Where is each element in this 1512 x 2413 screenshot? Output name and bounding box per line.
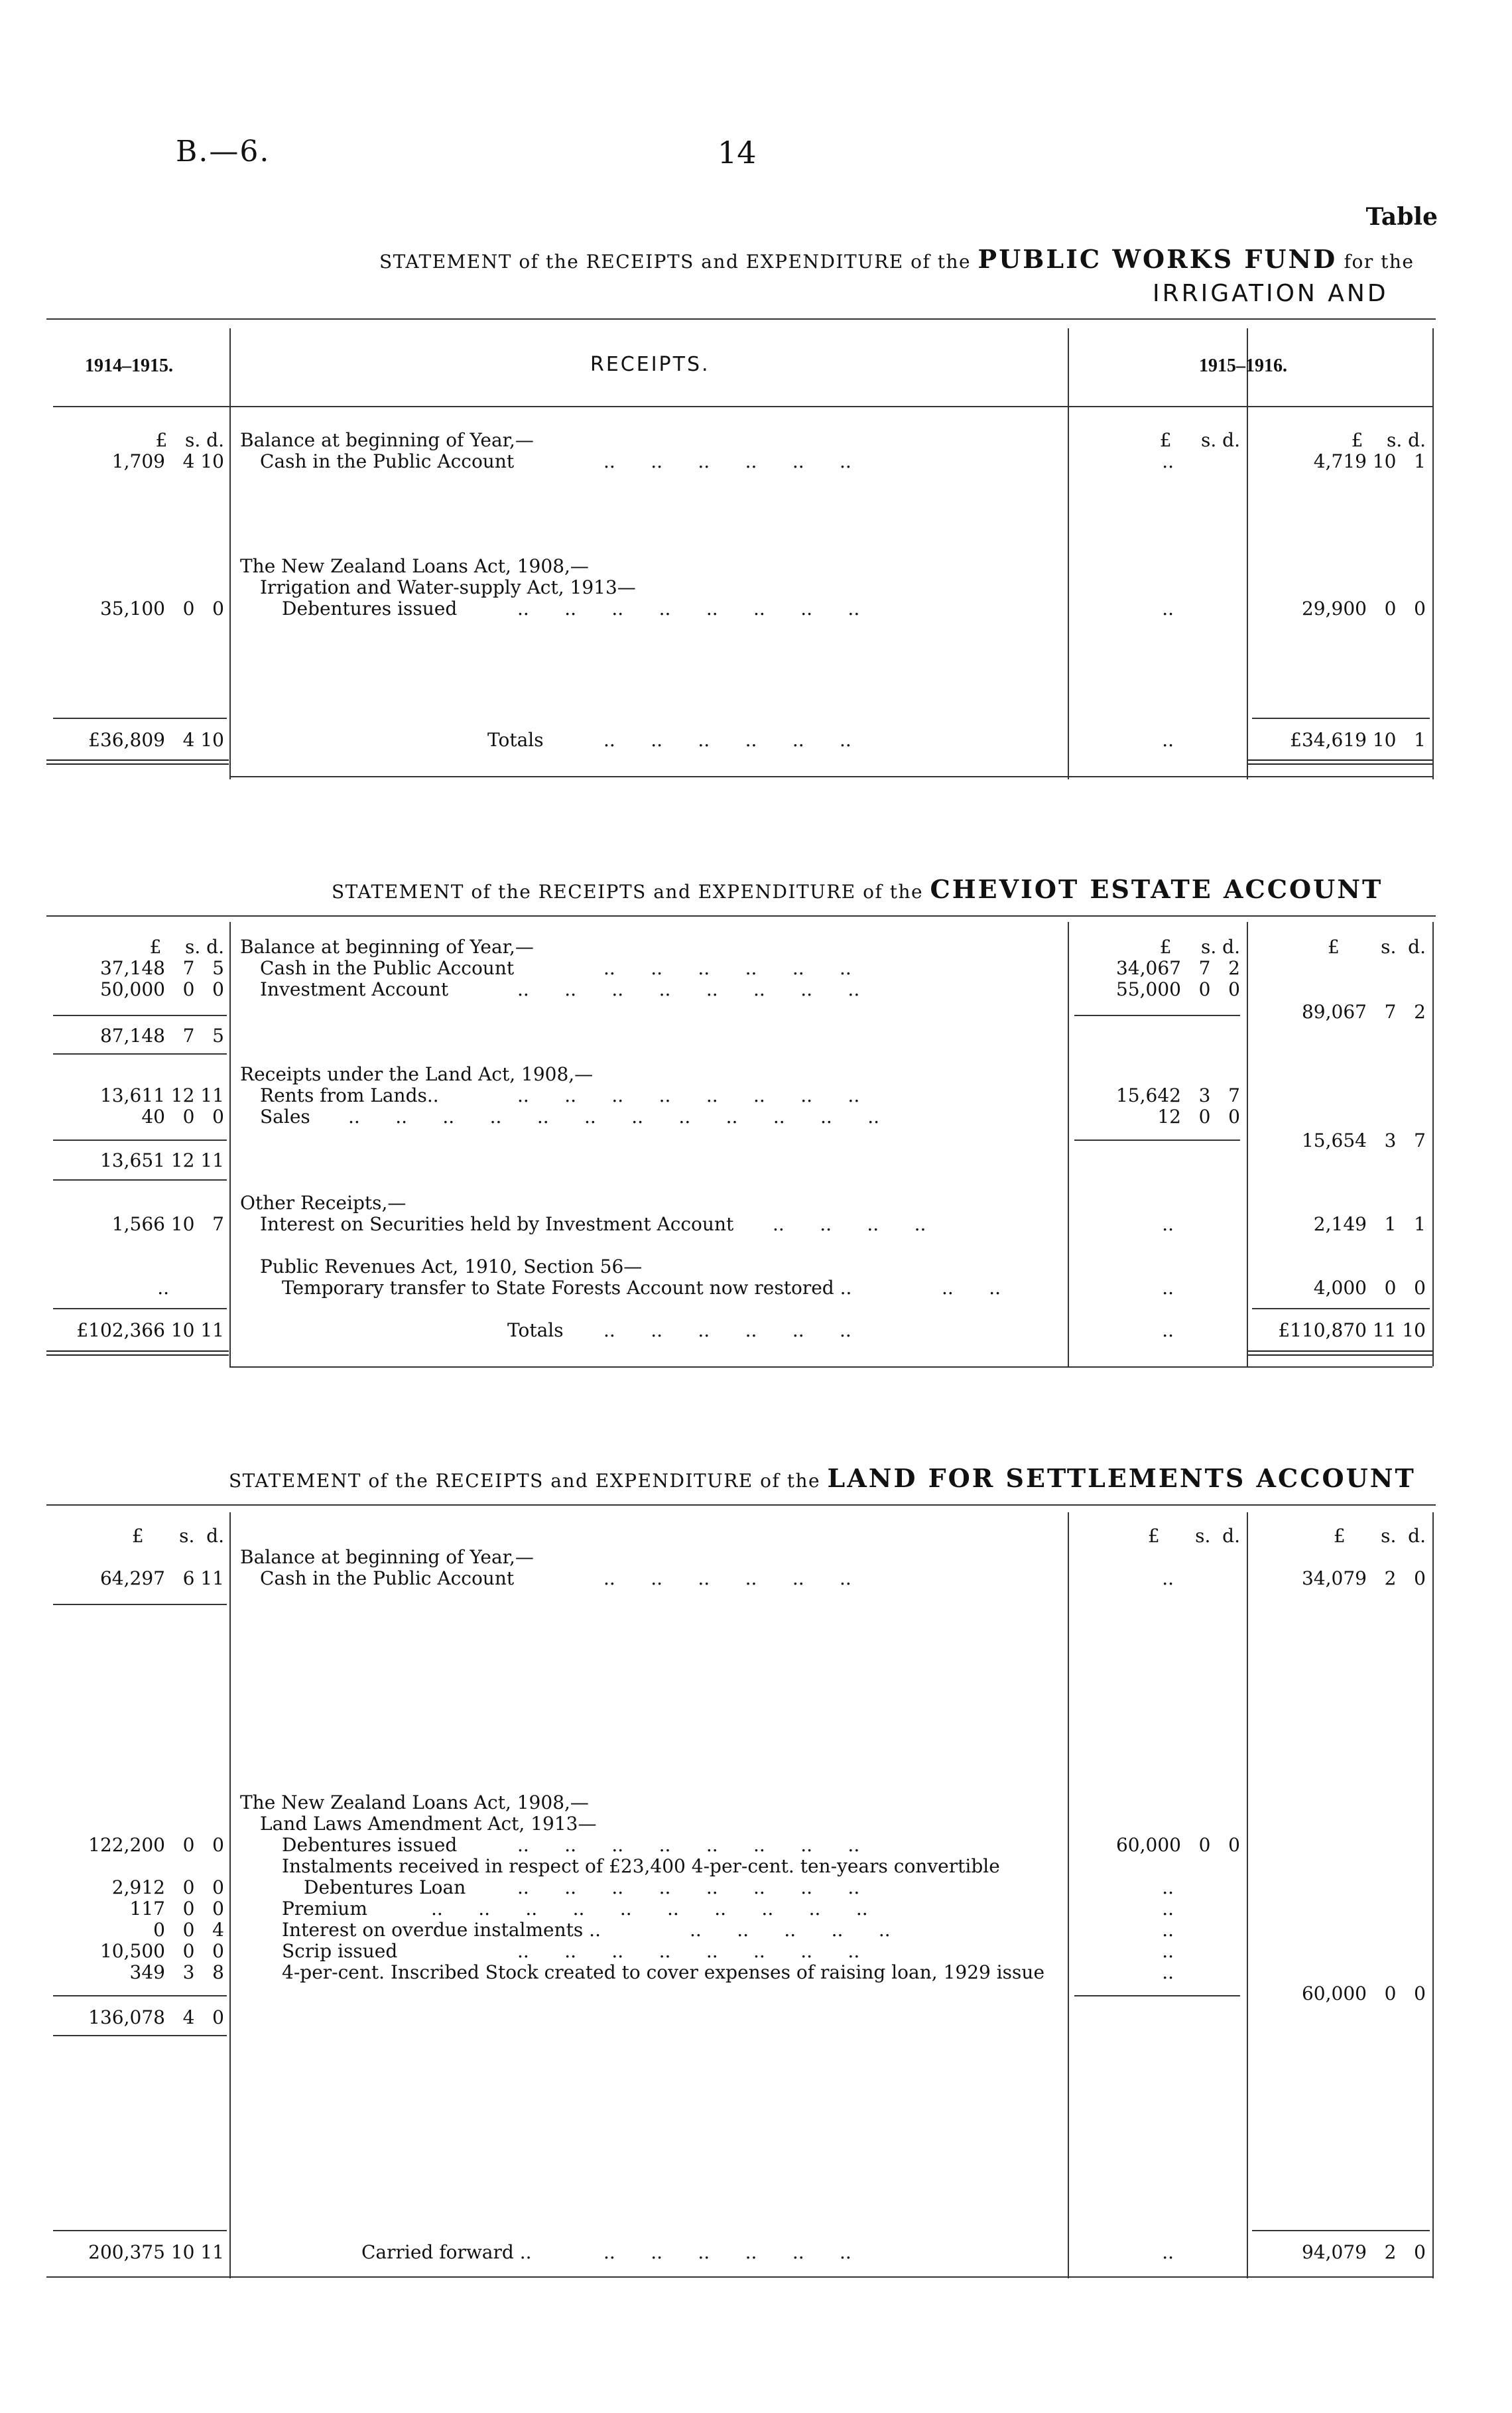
s3-land-laws-label: Land Laws Amendment Act, 1913— [260,1813,597,1835]
s2-leader-inv: .. .. .. .. .. .. .. .. [517,978,860,1000]
table-label: Table [1365,203,1438,231]
s3-cash-label: Cash in the Public Account [260,1567,515,1589]
s3-title-account: LAND FOR SETTLEMENTS ACCOUNT [827,1463,1416,1493]
s3-leader-scrip: .. .. .. .. .. .. .. .. [517,1940,860,1962]
s3-stock-mid: .. [1162,1961,1174,1983]
s3-loan-total-prev: 136,078 4 0 [88,2006,224,2028]
s2-balance-total-next: 89,067 7 2 [1301,1001,1426,1023]
s3-premium-prev: 117 0 0 [129,1898,224,1920]
s3-stock-prev: 349 3 8 [129,1961,224,1983]
s3-currency-right: £ s. d. [1333,1525,1426,1547]
s1-divider-3 [1247,328,1248,779]
s2-leader-rents: .. .. .. .. .. .. .. .. [517,1084,860,1106]
s3-carried-forward-next: 94,079 2 0 [1301,2241,1426,2263]
s3-cash-mid: .. [1162,1567,1174,1589]
s2-interest-label: Interest on Securities held by Investment Account [260,1213,734,1235]
s2-divider-4 [1432,922,1434,1366]
s2-title-account: CHEVIOT ESTATE ACCOUNT [930,874,1383,904]
s3-carried-forward-mid: .. [1162,2241,1174,2263]
s1-total-mid: .. [1162,729,1174,751]
s3-carried-forward-prev: 200,375 10 11 [88,2241,224,2263]
s3-premium-label: Premium [282,1898,367,1920]
s3-leader-prem: .. .. .. .. .. .. .. .. .. .. [431,1898,868,1920]
s1-irrigation-act-label: Irrigation and Water-supply Act, 1913— [260,576,636,598]
s2-sales-prev: 40 0 0 [141,1106,224,1128]
s3-title-prefix: STATEMENT of the RECEIPTS and EXPENDITURE of the [229,1470,821,1492]
s3-leader-cf: .. .. .. .. .. .. [603,2241,851,2263]
s1-debentures-label: Debentures issued [282,598,458,620]
s1-col-receipts: RECEIPTS. [590,353,710,376]
s3-instalments-label: Instalments received in respect of £23,400 4-per-cent. ten-years convertible [282,1855,1000,1877]
s3-premium-mid: .. [1162,1898,1174,1920]
s3-loans-act-label: The New Zealand Loans Act, 1908,— [240,1792,589,1813]
s1-divider-4 [1432,328,1434,779]
s3-leader-deb: .. .. .. .. .. .. .. .. [517,1834,860,1856]
s3-scrip-prev: 10,500 0 0 [99,1940,224,1962]
s1-leader-2: .. .. .. .. .. .. .. .. [517,598,860,620]
s1-cash-label: Cash in the Public Account [260,450,515,472]
s2-public-revenues-label: Public Revenues Act, 1910, Section 56— [260,1256,643,1277]
s2-divider-2 [1068,922,1069,1366]
s1-double-rule-left [46,759,229,765]
s3-leader-inst: .. .. .. .. .. .. .. .. [517,1876,860,1898]
s3-stock-label: 4-per-cent. Inscribed Stock created to cover expenses of raising loan, 1929 issue [282,1961,1045,1983]
s1-double-rule-right [1248,759,1432,765]
s3-divider-2 [1068,1512,1069,2278]
s2-totals-label: Totals [507,1319,564,1341]
s2-bal-rule-left-2 [53,1053,227,1055]
s1-title [379,244,1414,274]
s2-interest-next: 2,149 1 1 [1313,1213,1426,1235]
s2-bal-rule-mid [1074,1015,1240,1016]
s1-col-next-year: 1915–1916. [1199,356,1287,376]
s2-sales-mid: 12 0 0 [1157,1106,1240,1128]
s3-scrip-label: Scrip issued [282,1940,398,1962]
s3-scrip-mid: .. [1162,1940,1174,1962]
s2-total-prev: £102,366 10 11 [76,1319,224,1341]
s3-balance-label: Balance at beginning of Year,— [240,1546,534,1568]
s1-debentures-prev: 35,100 0 0 [99,598,224,620]
s1-bottom-rule [229,776,1432,777]
s2-cash-prev: 37,148 7 5 [99,957,224,979]
s2-total-mid: .. [1162,1319,1174,1341]
s3-instalments-prev: 2,912 0 0 [111,1876,224,1898]
document-reference: B.—6. [176,135,271,168]
s2-land-rule-left-2 [53,1179,227,1181]
s1-divider-1 [229,328,231,779]
s1-total-prev: £36,809 4 10 [88,729,224,751]
s2-balance-total-prev: 87,148 7 5 [99,1025,224,1047]
s1-total-rule-left [53,718,227,719]
s1-currency-mid: £ s. d. [1159,429,1240,451]
s3-instalments-mid: .. [1162,1876,1174,1898]
s1-balance-next: 4,719 10 1 [1313,450,1426,472]
s2-total-rule-left [53,1308,227,1309]
s3-instalments-label-2: Debentures Loan [304,1876,466,1898]
s2-leader-cash: .. .. .. .. .. .. [603,957,851,979]
s2-double-rule-left [46,1350,229,1356]
s3-interest-prev: 0 0 4 [153,1919,224,1941]
s3-leader-int: .. .. .. .. .. [690,1919,891,1941]
s3-divider-1 [229,1512,231,2278]
s1-title-prefix: STATEMENT of the RECEIPTS and EXPENDITURE of the [379,251,972,273]
s2-double-rule-right [1248,1350,1432,1356]
s3-cf-rule-right [1252,2230,1430,2231]
s2-interest-mid: .. [1162,1213,1174,1235]
s2-rents-label: Rents from Lands.. [260,1084,439,1106]
s1-debentures-mid: .. [1162,598,1174,620]
s2-investment-label: Investment Account [260,978,449,1000]
s1-total-next: £34,619 10 1 [1290,729,1426,751]
s2-rents-prev: 13,611 12 11 [99,1084,224,1106]
s2-currency-right: £ s. d. [1327,936,1426,958]
s2-sales-label: Sales [260,1106,310,1128]
s1-table-top [46,318,1436,320]
page-number: 14 [718,135,757,170]
s3-bottom-rule [46,2276,1432,2278]
s1-balance-label: Balance at beginning of Year,— [240,429,534,451]
s2-divider-3 [1247,922,1248,1366]
s3-debentures-prev: 122,200 0 0 [88,1834,224,1856]
s1-balance-prev: 1,709 4 10 [111,450,224,472]
s2-investment-mid: 55,000 0 0 [1115,978,1240,1000]
s2-rents-mid: 15,642 3 7 [1115,1084,1240,1106]
s2-temp-prev: .. [157,1277,169,1299]
s2-total-next: £110,870 11 10 [1278,1319,1426,1341]
s1-header-rule [53,406,1432,407]
s1-leader-3: .. .. .. .. .. .. [603,729,851,751]
s3-title [229,1463,1416,1493]
s3-cf-rule-left [53,2230,227,2231]
s2-title [332,874,1383,904]
s3-carried-forward-label: Carried forward .. [361,2241,532,2263]
s2-leader-sales: .. .. .. .. .. .. .. .. .. .. .. .. [348,1106,880,1128]
s2-title-prefix: STATEMENT of the RECEIPTS and EXPENDITURE of the [332,881,924,903]
s1-loans-act-label: The New Zealand Loans Act, 1908,— [240,555,589,577]
s2-table-top [46,915,1436,917]
s2-temp-mid: .. [1162,1277,1174,1299]
s3-loan-rule-left-2 [53,2035,227,2036]
s2-land-rule-mid [1074,1140,1240,1141]
s2-temp-next: 4,000 0 0 [1313,1277,1426,1299]
s3-interest-label: Interest on overdue instalments .. [282,1919,601,1941]
s2-bottom-rule [229,1366,1432,1368]
s3-loan-rule-mid [1074,1995,1240,1996]
s3-leader-cash: .. .. .. .. .. .. [603,1567,851,1589]
s1-subtitle: IRRIGATION AND [1153,280,1389,307]
s2-leader-interest: .. .. .. .. [773,1213,926,1235]
s2-total-rule-right [1252,1308,1430,1309]
s2-land-total-next: 15,654 3 7 [1301,1130,1426,1151]
s3-cash-next: 34,079 2 0 [1301,1567,1426,1589]
s3-interest-mid: .. [1162,1919,1174,1941]
s2-cash-label: Cash in the Public Account [260,957,515,979]
s2-interest-prev: 1,566 10 7 [111,1213,224,1235]
s3-divider-4 [1432,1512,1434,2278]
s1-leader-1: .. .. .. .. .. .. [603,450,851,472]
s1-totals-label: Totals [487,729,544,751]
s1-cash-mid: .. [1162,450,1174,472]
s3-debentures-label: Debentures issued [282,1834,458,1856]
s2-temp-transfer-label: Temporary transfer to State Forests Account now restored .. [282,1277,852,1299]
s2-leader-total: .. .. .. .. .. .. [603,1319,851,1341]
s3-loan-total-next: 60,000 0 0 [1301,1983,1426,2004]
s3-table-top [46,1504,1436,1506]
s3-currency-left: £ s. d. [131,1525,224,1547]
s3-divider-3 [1247,1512,1248,2278]
s2-currency-left: £ s. d. [149,936,224,958]
s2-land-rule-left [53,1140,227,1141]
s1-currency-left: £ s. d. [155,429,224,451]
s3-cash-rule-left [53,1604,227,1605]
s1-debentures-next: 29,900 0 0 [1301,598,1426,620]
s3-currency-mid: £ s. d. [1147,1525,1240,1547]
s1-currency-right: £ s. d. [1351,429,1426,451]
s1-total-rule-right [1252,718,1430,719]
s3-debentures-mid: 60,000 0 0 [1115,1834,1240,1856]
s1-col-prev-year: 1914–1915. [85,356,173,376]
s2-investment-prev: 50,000 0 0 [99,978,224,1000]
s1-title-fund: PUBLIC WORKS FUND [977,244,1338,274]
s2-leader-temp: .. .. [942,1277,1001,1299]
s1-title-suffix: for the [1344,251,1415,273]
s2-divider-1 [229,922,231,1366]
s2-currency-mid: £ s. d. [1159,936,1240,958]
s3-loan-rule-left [53,1995,227,1996]
s2-balance-label: Balance at beginning of Year,— [240,936,534,958]
s2-bal-rule-left [53,1015,227,1016]
s3-cash-prev: 64,297 6 11 [99,1567,224,1589]
s1-divider-2 [1068,328,1069,779]
s2-cash-mid: 34,067 7 2 [1115,957,1240,979]
s2-other-receipts-label: Other Receipts,— [240,1192,407,1214]
s2-land-total-prev: 13,651 12 11 [99,1149,224,1171]
s2-land-act-label: Receipts under the Land Act, 1908,— [240,1063,594,1085]
